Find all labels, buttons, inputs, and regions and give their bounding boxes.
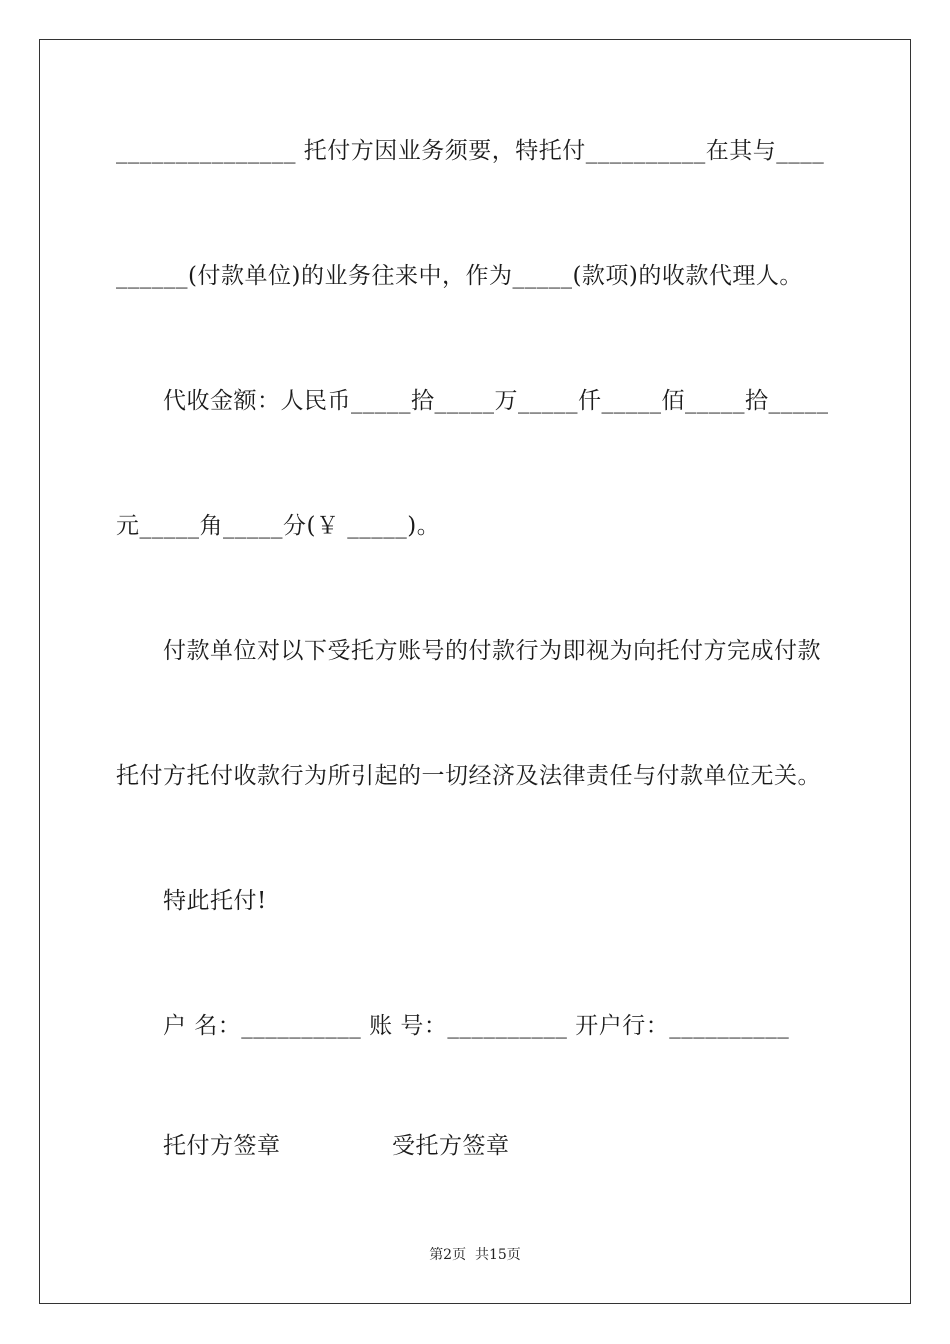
- page-number: 第2页 共15页: [429, 1247, 521, 1263]
- closing-line: 特此托付!: [163, 888, 267, 914]
- amount-line-2: 元_____角_____分(￥ _____)。: [116, 513, 441, 539]
- paragraph-line-2: ______(付款单位)的业务往来中，作为_____(款项)的收款代理人。: [116, 263, 803, 289]
- paragraph-line-3: 付款单位对以下受托方账号的付款行为即视为向托付方完成付款: [163, 638, 821, 664]
- payee-signature-label: 受托方签章: [392, 1133, 510, 1159]
- amount-line-1: 代收金额：人民币_____拾_____万_____仟_____佰_____拾_____: [163, 388, 829, 414]
- page-border: [39, 39, 911, 1304]
- paragraph-line-4: 托付方托付收款行为所引起的一切经济及法律责任与付款单位无关。: [116, 763, 821, 789]
- payer-signature-label: 托付方签章: [163, 1133, 281, 1159]
- paragraph-line-1: _______________ 托付方因业务须要，特托付__________在其与____: [116, 138, 825, 164]
- account-info-line: 户 名：__________ 账 号：__________ 开户行：__________: [163, 1013, 790, 1039]
